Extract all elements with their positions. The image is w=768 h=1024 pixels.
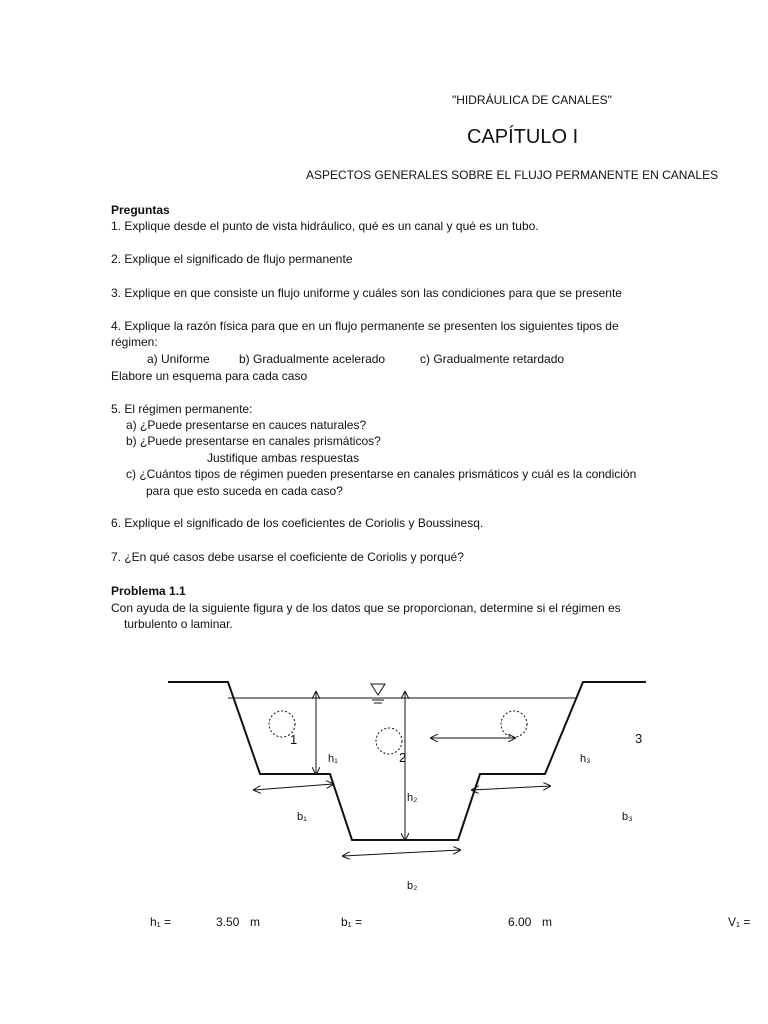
channel-cross-section-figure bbox=[0, 660, 768, 910]
problem-line-1: Con ayuda de la siguiente figura y de los datos que se proporcionan, determine si el régimen es bbox=[111, 601, 621, 615]
h1-data-value: 3.50 bbox=[216, 915, 240, 929]
document-title: "HIDRÁULICA DE CANALES" bbox=[452, 93, 612, 107]
question-5-a: a) ¿Puede presentarse en cauces naturales? bbox=[126, 418, 367, 432]
h1-data-unit: m bbox=[250, 915, 260, 929]
h1-label: h₁ bbox=[328, 753, 338, 765]
question-5-line-1: 5. El régimen permanente: bbox=[111, 402, 253, 416]
question-2: 2. Explique el significado de flujo permanente bbox=[111, 252, 353, 266]
b1-data-unit: m bbox=[542, 915, 552, 929]
question-5-c-line-1: c) ¿Cuántos tipos de régimen pueden presentarse en canales prismáticos y cuál es la condición bbox=[126, 467, 637, 481]
question-1: 1. Explique desde el punto de vista hidráulico, qué es un canal y qué es un tubo. bbox=[111, 219, 539, 233]
problem-heading: Problema 1.1 bbox=[111, 584, 186, 598]
chapter-subtitle: ASPECTOS GENERALES SOBRE EL FLUJO PERMANENTE EN CANALES bbox=[306, 168, 719, 182]
question-4-option-a: a) Uniforme bbox=[147, 352, 210, 366]
b2-dimension-arrow bbox=[343, 850, 460, 856]
v1-data-label: V₁ = bbox=[728, 915, 751, 929]
question-4-option-c: c) Gradualmente retardado bbox=[420, 352, 565, 366]
question-5-b: b) ¿Puede presentarse en canales prismáticos? bbox=[126, 434, 381, 448]
problem-line-2: turbulento o laminar. bbox=[124, 617, 233, 631]
question-6: 6. Explique el significado de los coeficientes de Coriolis y Boussinesq. bbox=[111, 516, 484, 530]
question-5-c-line-2: para que esto suceda en cada caso? bbox=[146, 484, 343, 498]
question-7: 7. ¿En qué casos debe usarse el coeficiente de Coriolis y porqué? bbox=[111, 550, 464, 564]
b1-dimension-arrow bbox=[254, 784, 333, 790]
zone-2-label: 2 bbox=[399, 750, 407, 765]
question-4-line-4: Elabore un esquema para cada caso bbox=[111, 369, 308, 383]
b3-dimension-arrow bbox=[472, 786, 550, 790]
zone-3-label: 3 bbox=[635, 731, 643, 746]
h1-data-label: h₁ = bbox=[150, 915, 172, 929]
question-5-justify: Justifique ambas respuestas bbox=[207, 451, 360, 465]
channel-outline bbox=[168, 682, 646, 840]
preguntas-heading: Preguntas bbox=[111, 203, 170, 217]
b1-data-value: 6.00 bbox=[508, 915, 532, 929]
question-4-line-1: 4. Explique la razón física para que en un flujo permanente se presenten los siguientes tipos de bbox=[111, 319, 619, 333]
chapter-title: CAPÍTULO I bbox=[467, 126, 579, 148]
question-3: 3. Explique en que consiste un flujo uniforme y cuáles son las condiciones para que se presente bbox=[111, 286, 622, 300]
b1-data-label: b₁ = bbox=[341, 915, 363, 929]
b3-label: b₃ bbox=[622, 811, 633, 823]
zone-3-circle-icon bbox=[501, 711, 527, 737]
question-4-option-b: b) Gradualmente acelerado bbox=[239, 352, 386, 366]
zone-1-label: 1 bbox=[290, 732, 298, 747]
h3-label: h₃ bbox=[580, 753, 591, 765]
question-4-line-2: régimen: bbox=[111, 335, 158, 349]
h2-label: h₂ bbox=[407, 792, 418, 804]
b2-label: b₂ bbox=[407, 880, 418, 892]
water-level-icon bbox=[371, 684, 385, 703]
b1-label: b₁ bbox=[297, 811, 307, 823]
